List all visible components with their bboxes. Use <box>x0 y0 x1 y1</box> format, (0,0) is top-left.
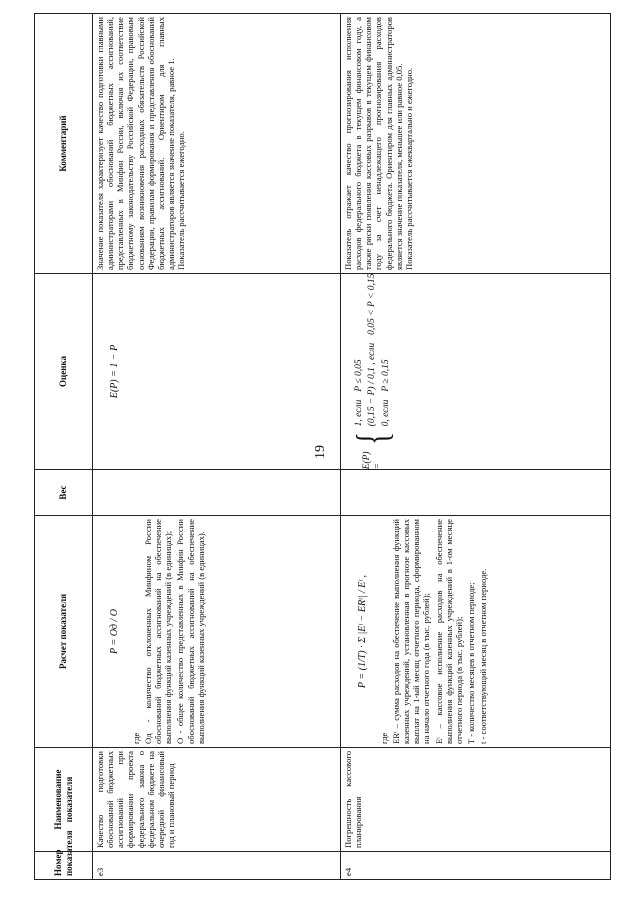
case-value: 1, если <box>354 399 365 427</box>
definitions <box>143 519 206 744</box>
evaluation-cases <box>352 274 394 427</box>
case-condition: 0,05 < P < 0,15 <box>367 273 378 335</box>
calculation-formula: P = Oд / O <box>109 609 120 654</box>
definition-item: t - соответствующий месяц в отчетном периоде. <box>478 568 489 744</box>
weight-cell <box>341 470 611 516</box>
page-number: 19 <box>313 445 328 459</box>
evaluation-cell <box>93 274 341 470</box>
weight-cell <box>93 470 341 516</box>
comment-cell <box>341 14 611 274</box>
indicator-name: Качество подготовки обоснований бюджетных ассигнований при формировании проекта федерального закона о федеральном бюджете на очередной финансовый год и плановый период <box>93 748 341 852</box>
header-weight: Вес <box>35 470 93 516</box>
comment-frequency: Показатель рассчитывается ежеквартально и ежегодно. <box>403 67 414 270</box>
case-condition: P ≤ 0,05 <box>354 359 365 392</box>
header-comment: Комментарий <box>35 14 93 274</box>
comment-frequency: Показатель рассчитывается ежегодно. <box>176 131 187 270</box>
definitions <box>391 519 488 744</box>
calculation-cell <box>341 516 611 748</box>
comment-text: Показатель отражает качество прогнозирования исполнения расходов федерального бюджета в текущем финансовом году, а также риски появления кассовых разрывов в текущем финансовом году за счет ненадлежащего прогнозирования расходов федерального бюджета. Ориентиром для главных администраторов является значение показателя, меньшее или равное 0,05. <box>343 17 404 270</box>
row-number: e3 <box>93 852 341 880</box>
case-condition: P ≥ 0,15 <box>380 359 391 392</box>
comment-cell <box>93 14 341 274</box>
definition-item: O - общее количество представленных в Минфин России обоснований бюджетных ассигнований на обеспечение выполнения функций казенных учреждений (в единицах). <box>175 519 206 744</box>
header-number: Номер показателя <box>35 852 93 880</box>
where-label: где <box>378 732 389 744</box>
where-label: где <box>130 732 141 744</box>
rotated-page <box>34 14 614 880</box>
comment-text: Значение показателя характеризует качество подготовки главными администраторами обоснований бюджетных ассигнований, представленных в Минфин России, включая их соответствие бюджетному законодательству Российской Федерации, правовым основаниям возникновения расходных обязательств Российской Федерации, правилам формирования и представления обоснований бюджетных ассигнований. Ориентиром для главных администраторов является значение показателя, равное 1. <box>95 17 176 270</box>
table-sheet <box>34 14 614 880</box>
row-number: e4 <box>341 852 611 880</box>
table-header-row <box>35 14 93 880</box>
indicator-name: Погрешность кассового планирования <box>341 748 611 852</box>
header-evaluation: Оценка <box>35 274 93 470</box>
indicators-table <box>34 13 611 880</box>
calculation-formula: P = (1/T) · Σ |Eᵗ − ERᵗ| / Eᵗ , <box>357 574 368 689</box>
evaluation-formula: E(P) = 1 − P <box>109 344 120 399</box>
table-row <box>341 14 611 880</box>
evaluation-cell <box>341 274 611 470</box>
definition-item: T - количество месяцев в отчетном периоде; <box>465 582 476 744</box>
evaluation-prefix: E(P) = <box>361 451 383 470</box>
calculation-cell <box>93 516 341 748</box>
table-row <box>93 14 341 880</box>
definition-item: Oд - количество отклоненных Минфином России обоснований бюджетных ассигнований на обеспечение выполнения функций казенных учреждений (в единицах); <box>142 519 174 744</box>
definition-item: Eᵗ – кассовое исполнение расходов на обеспечение выполнения функций казенных учреждений в 1-ом месяце отчетного периода (в тыс. рублей); <box>433 519 464 744</box>
definition-item: ERᵗ – сумма расходов на обеспечение выполнения функций казенных учреждений, установленная в прогнозе кассовых выплат на 1-ый месяц отчетного периода, сформированном на начало отчетного года (в тыс. рублей); <box>390 519 432 744</box>
header-calculation: Расчет показателя <box>35 516 93 748</box>
case-value: 0, если <box>380 399 391 427</box>
brace-glyph: { <box>348 432 397 446</box>
case-value: (0,15 − P) / 0,1 , если <box>367 342 378 427</box>
header-name: Наименование показателя <box>35 748 93 852</box>
evaluation-formula <box>348 273 397 470</box>
